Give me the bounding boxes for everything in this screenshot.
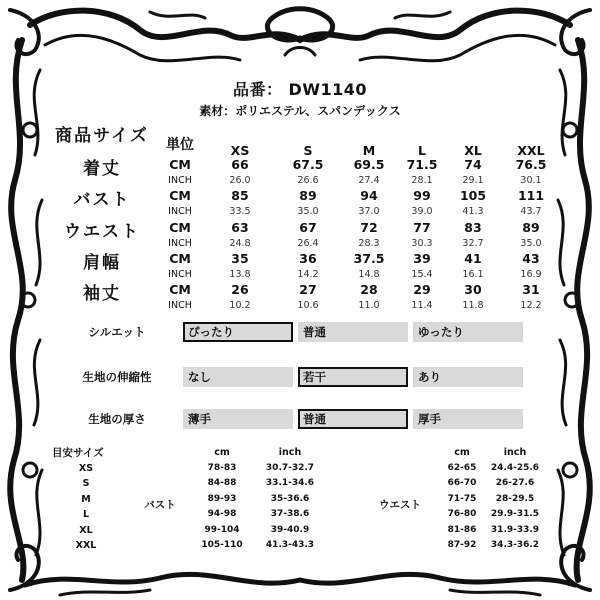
cm-value: 37.5 bbox=[353, 250, 385, 266]
inch-value: 26.6 bbox=[297, 175, 319, 186]
property-option[interactable]: あり bbox=[413, 367, 523, 387]
cm-value: 105 bbox=[459, 188, 487, 204]
inch-value: 11.8 bbox=[462, 300, 484, 312]
bust-cm-header: cm bbox=[214, 447, 230, 458]
inch-value: 13.8 bbox=[229, 268, 251, 280]
bust-cm-range: 89-93 bbox=[207, 493, 237, 504]
cm-value: 26 bbox=[231, 282, 249, 298]
cm-value: 99 bbox=[413, 188, 431, 204]
cm-value: 67.5 bbox=[292, 157, 324, 172]
property-option[interactable]: 若干 bbox=[298, 367, 408, 387]
bust-cm-range: 78-83 bbox=[207, 463, 237, 473]
cm-value: 39 bbox=[413, 250, 431, 266]
cm-value: 35 bbox=[231, 250, 249, 266]
corner-label: 商品サイズ bbox=[55, 126, 149, 146]
measure-label: 着丈 bbox=[83, 159, 121, 179]
measure-label: バスト bbox=[73, 190, 131, 211]
cm-value: 111 bbox=[517, 188, 545, 204]
unit-inch-label: INCH bbox=[168, 206, 192, 218]
property-option[interactable]: ゆったり bbox=[413, 322, 523, 342]
waist-label: ウエスト bbox=[379, 499, 421, 511]
measure-label: 袖丈 bbox=[83, 284, 121, 305]
cm-value: 36 bbox=[299, 250, 317, 266]
inch-value: 32.7 bbox=[462, 237, 484, 249]
inch-value: 35.0 bbox=[297, 206, 319, 218]
inch-value: 43.7 bbox=[520, 206, 542, 218]
inch-value: 28.1 bbox=[411, 175, 433, 186]
property-label: シルエット bbox=[88, 325, 146, 339]
bust-cm-range: 94-98 bbox=[207, 509, 237, 520]
cm-value: 63 bbox=[231, 219, 249, 235]
inch-value: 37.0 bbox=[358, 206, 380, 218]
cm-value: 28 bbox=[360, 282, 378, 298]
inch-value: 30.3 bbox=[411, 237, 433, 249]
cm-value: 71.5 bbox=[406, 157, 438, 172]
bust-label: バスト bbox=[144, 499, 176, 511]
property-option[interactable]: 薄手 bbox=[183, 409, 293, 429]
bust-cm-range: 105-110 bbox=[201, 540, 243, 550]
waist-cm-range: 66-70 bbox=[447, 478, 477, 489]
property-option[interactable]: なし bbox=[183, 367, 293, 387]
unit-cm-label: CM bbox=[169, 250, 191, 266]
bust-inch-header: inch bbox=[278, 447, 302, 458]
waist-inch-range: 31.9-33.9 bbox=[490, 524, 540, 535]
inch-value: 10.6 bbox=[297, 300, 319, 312]
cm-value: 41 bbox=[464, 250, 482, 266]
cm-value: 76.5 bbox=[515, 157, 547, 172]
unit-inch-label: INCH bbox=[168, 237, 192, 249]
size-header-m: M bbox=[362, 143, 376, 158]
inch-value: 29.1 bbox=[462, 175, 484, 186]
unit-cm-label: CM bbox=[169, 157, 191, 172]
inch-value: 24.8 bbox=[229, 237, 251, 249]
product-title: 品番： DW1140 bbox=[232, 80, 368, 99]
bust-inch-range: 39-40.9 bbox=[270, 524, 310, 535]
cm-value: 66 bbox=[231, 157, 249, 172]
waist-cm-range: 81-86 bbox=[447, 524, 477, 535]
cm-value: 89 bbox=[522, 219, 540, 235]
bust-cm-range: 84-88 bbox=[207, 478, 237, 489]
unit-label: 単位 bbox=[166, 137, 194, 153]
cm-value: 89 bbox=[299, 188, 317, 204]
inch-value: 39.0 bbox=[411, 206, 433, 218]
cm-value: 31 bbox=[522, 282, 540, 298]
inch-value: 30.1 bbox=[520, 175, 542, 186]
bust-inch-range: 33.1-34.6 bbox=[265, 478, 315, 489]
cm-value: 67 bbox=[299, 219, 317, 235]
unit-inch-label: INCH bbox=[168, 268, 192, 280]
inch-value: 28.3 bbox=[358, 237, 380, 249]
waist-inch-range: 29.9-31.5 bbox=[490, 509, 540, 520]
property-option[interactable]: 厚手 bbox=[413, 409, 523, 429]
guide-size: M bbox=[81, 493, 91, 505]
cm-value: 43 bbox=[522, 250, 540, 266]
property-label: 生地の厚さ bbox=[88, 412, 146, 426]
unit-inch-label: INCH bbox=[168, 175, 192, 186]
inch-value: 16.1 bbox=[462, 268, 484, 280]
bust-inch-range: 35-36.6 bbox=[270, 493, 310, 504]
waist-inch-range: 24.4-25.6 bbox=[490, 463, 540, 473]
bust-inch-range: 30.7-32.7 bbox=[265, 463, 315, 473]
waist-cm-range: 87-92 bbox=[447, 540, 477, 550]
cm-value: 83 bbox=[464, 219, 482, 235]
property-option[interactable]: 普通 bbox=[298, 322, 408, 342]
unit-cm-label: CM bbox=[169, 219, 191, 235]
bust-inch-range: 37-38.6 bbox=[270, 509, 310, 520]
inch-value: 11.0 bbox=[358, 300, 380, 312]
guide-title: 目安サイズ bbox=[52, 447, 104, 459]
guide-size: XXL bbox=[75, 540, 97, 551]
unit-inch-label: INCH bbox=[168, 300, 192, 312]
property-option[interactable]: 普通 bbox=[298, 409, 408, 429]
waist-inch-header: inch bbox=[503, 447, 527, 458]
measure-label: ウエスト bbox=[64, 221, 140, 242]
inch-value: 15.4 bbox=[411, 268, 433, 280]
size-header-xs: XS bbox=[230, 143, 250, 158]
cm-value: 94 bbox=[360, 188, 378, 204]
inch-value: 14.8 bbox=[358, 268, 380, 280]
cm-value: 72 bbox=[360, 219, 378, 235]
inch-value: 10.2 bbox=[229, 300, 251, 312]
unit-cm-label: CM bbox=[169, 188, 191, 204]
inch-value: 11.4 bbox=[411, 300, 433, 312]
guide-size: L bbox=[82, 509, 90, 521]
inch-value: 33.5 bbox=[229, 206, 251, 218]
property-option[interactable]: ぴったり bbox=[183, 322, 293, 342]
bust-cm-range: 99-104 bbox=[204, 524, 240, 535]
unit-cm-label: CM bbox=[169, 282, 191, 298]
measure-label: 肩幅 bbox=[83, 252, 121, 273]
waist-cm-header: cm bbox=[454, 447, 470, 458]
inch-value: 26.4 bbox=[297, 237, 319, 249]
cm-value: 27 bbox=[299, 282, 317, 298]
size-header-xxl: XXL bbox=[517, 143, 545, 158]
guide-size: XL bbox=[79, 524, 93, 536]
inch-value: 12.2 bbox=[520, 300, 542, 312]
size-header-l: L bbox=[418, 143, 426, 158]
guide-size: S bbox=[82, 478, 90, 490]
bust-inch-range: 41.3-43.3 bbox=[265, 540, 315, 550]
waist-inch-range: 26-27.6 bbox=[495, 478, 535, 489]
cm-value: 77 bbox=[413, 219, 431, 235]
waist-cm-range: 71-75 bbox=[447, 493, 477, 504]
inch-value: 35.0 bbox=[520, 237, 542, 249]
guide-size: XS bbox=[78, 463, 94, 474]
inch-value: 27.4 bbox=[358, 175, 380, 186]
cm-value: 74 bbox=[464, 157, 482, 172]
inch-value: 41.3 bbox=[462, 206, 484, 218]
waist-inch-range: 28-29.5 bbox=[495, 493, 535, 504]
material-text: 素材：ポリエステル、スパンデックス bbox=[199, 104, 401, 118]
waist-inch-range: 34.3-36.2 bbox=[490, 540, 540, 550]
inch-value: 14.2 bbox=[297, 268, 319, 280]
waist-cm-range: 76-80 bbox=[447, 509, 477, 520]
waist-cm-range: 62-65 bbox=[447, 463, 477, 473]
cm-value: 69.5 bbox=[353, 157, 385, 172]
inch-value: 26.0 bbox=[229, 175, 251, 186]
cm-value: 30 bbox=[464, 282, 482, 298]
cm-value: 85 bbox=[231, 188, 249, 204]
inch-value: 16.9 bbox=[520, 268, 542, 280]
property-label: 生地の伸縮性 bbox=[82, 370, 152, 384]
size-header-s: S bbox=[303, 143, 313, 158]
cm-value: 29 bbox=[413, 282, 431, 298]
size-header-xl: XL bbox=[464, 143, 482, 158]
